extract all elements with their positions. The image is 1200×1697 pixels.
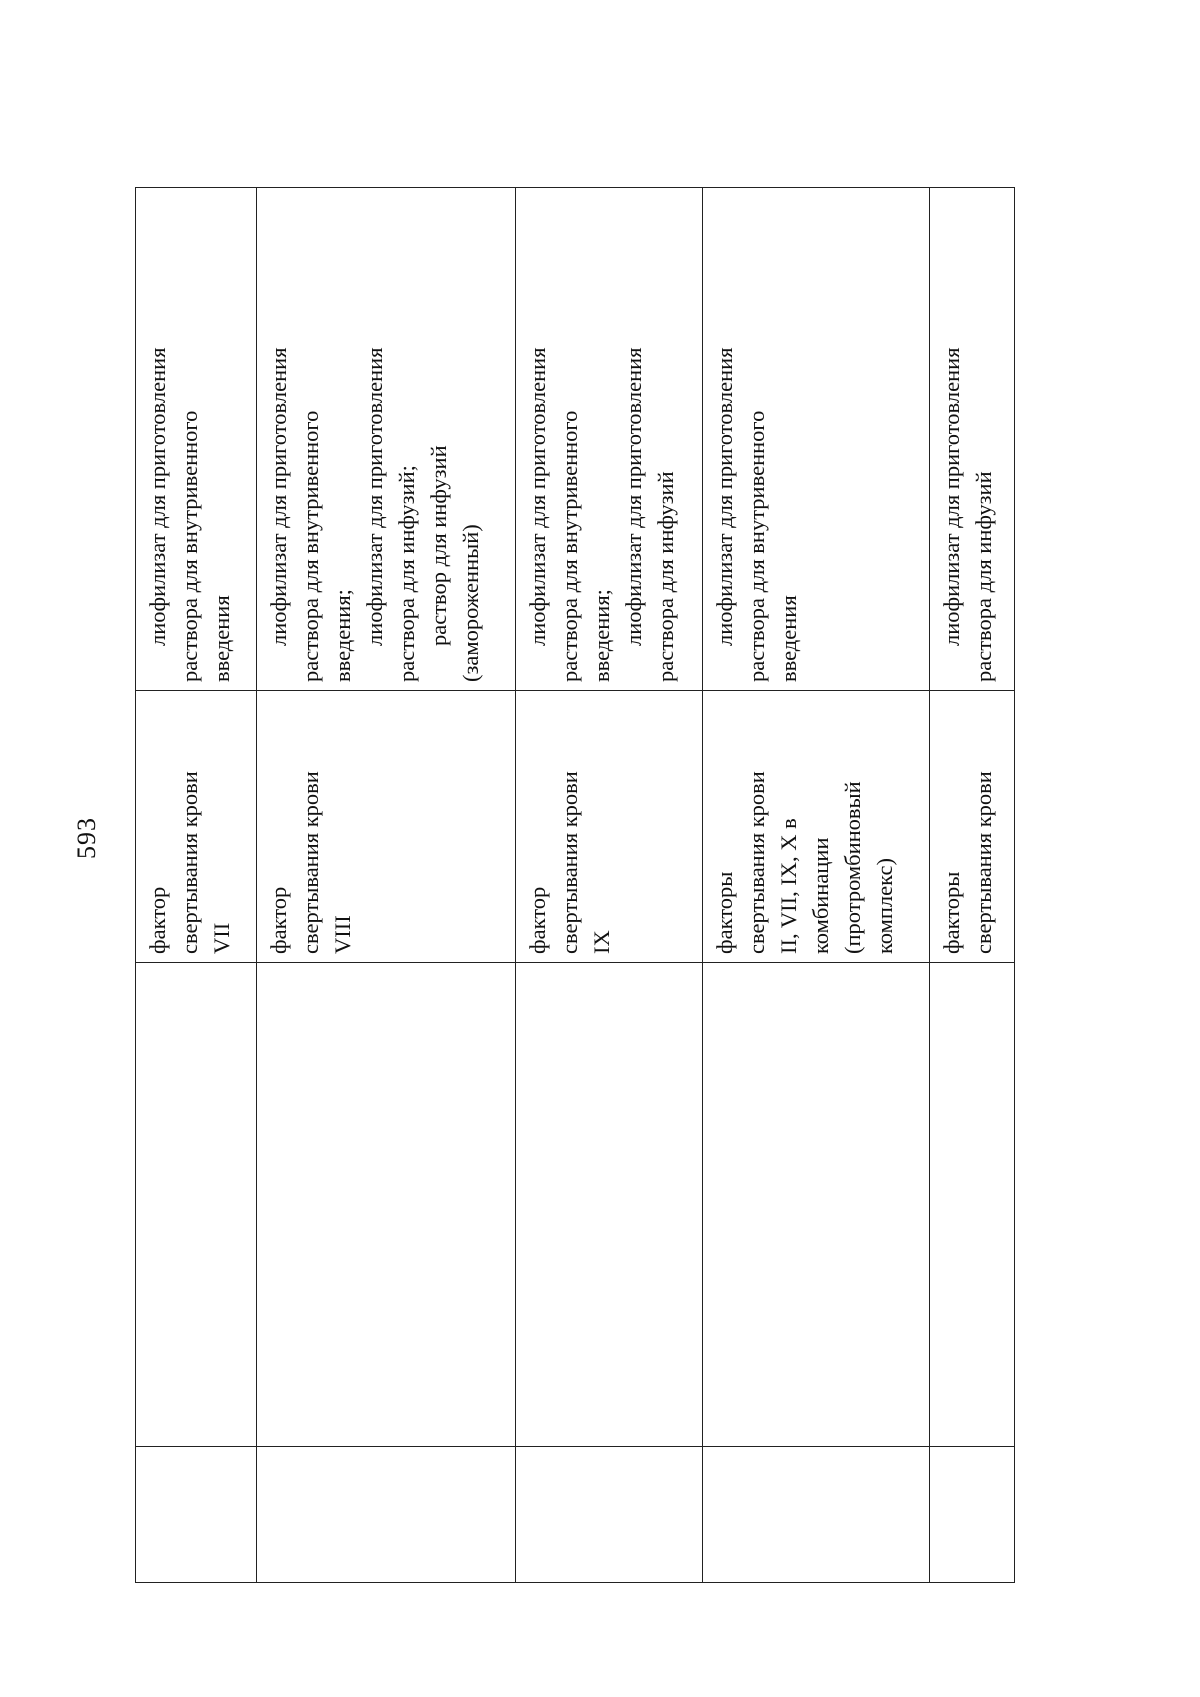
cell-group-text [136, 963, 150, 1446]
cell-substance [516, 691, 703, 963]
cell-substance-text: фактор свертывания крови VII [145, 771, 234, 954]
table-row [703, 188, 930, 1583]
cell-group-text [930, 963, 944, 1446]
cell-substance-text: факторы свертывания крови [939, 771, 996, 954]
cell-dosage-form-text [257, 188, 495, 690]
cell-code [257, 1447, 516, 1583]
cell-group [930, 963, 1015, 1447]
cell-substance [703, 691, 930, 963]
cell-substance-text: фактор свертывания крови IX [525, 771, 614, 954]
cell-substance [136, 691, 257, 963]
cell-code-text [703, 1447, 717, 1582]
cell-group [703, 963, 930, 1447]
dosage-form-line: лиофилизат для приготовления [266, 347, 291, 646]
cell-code [516, 1447, 703, 1583]
cell-dosage-form [703, 188, 930, 691]
dosage-form-line: введения; [330, 589, 355, 682]
dosage-form-line: (замороженный) [458, 524, 483, 682]
cell-group-text [703, 963, 717, 1446]
table-body [136, 188, 1015, 1583]
cell-dosage-form [257, 188, 516, 691]
cell-code-text [136, 1447, 150, 1582]
table-row [257, 188, 516, 1583]
cell-code-text [930, 1447, 944, 1582]
cell-dosage-form-text [516, 188, 690, 690]
dosage-form-line: раствора для внутривенного [557, 410, 582, 682]
cell-dosage-form-text [136, 188, 246, 690]
dosage-form-line: раствора для внутривенного [744, 410, 769, 682]
cell-group-text [516, 963, 530, 1446]
dosage-form-line: введения [209, 595, 234, 682]
dosage-form-line: раствора для внутривенного [298, 410, 323, 682]
dosage-form-line: введения; [589, 589, 614, 682]
table-row [930, 188, 1015, 1583]
cell-group [516, 963, 703, 1447]
page-number: 593 [72, 817, 101, 859]
drug-table [135, 187, 1015, 1583]
dosage-form-line: раствора для инфузий [653, 471, 678, 682]
dosage-form-line: лиофилизат для приготовления [621, 347, 646, 646]
table-row [136, 188, 257, 1583]
cell-substance-text: факторы свертывания крови II, VII, IX, X в комбинации (протромбиновый комплекс) [712, 771, 897, 954]
cell-substance [930, 691, 1015, 963]
cell-dosage-form-text [930, 188, 1008, 690]
dosage-form-line: лиофилизат для приготовления [145, 347, 170, 646]
dosage-form-line: введения [776, 595, 801, 682]
dosage-form-line: раствора для внутривенного [177, 410, 202, 682]
cell-group-text [257, 963, 271, 1446]
cell-dosage-form [930, 188, 1015, 691]
cell-substance [257, 691, 516, 963]
cell-code [703, 1447, 930, 1583]
dosage-form-line: раствора для инфузий; [394, 465, 419, 682]
cell-code [930, 1447, 1015, 1583]
cell-substance-text: фактор свертывания крови VIII [266, 771, 355, 954]
cell-code-text [516, 1447, 530, 1582]
table-row [516, 188, 703, 1583]
cell-code-text [257, 1447, 271, 1582]
cell-code [136, 1447, 257, 1583]
cell-dosage-form [516, 188, 703, 691]
dosage-form-line: раствор для инфузий [426, 445, 451, 646]
dosage-form-line: лиофилизат для приготовления [362, 347, 387, 646]
cell-dosage-form-text [703, 188, 813, 690]
dosage-form-line: лиофилизат для приготовления [712, 347, 737, 646]
cell-group [136, 963, 257, 1447]
dosage-form-line: лиофилизат для приготовления [525, 347, 550, 646]
dosage-form-line: раствора для инфузий [971, 471, 996, 682]
dosage-form-line: лиофилизат для приготовления [939, 347, 964, 646]
cell-group [257, 963, 516, 1447]
cell-dosage-form [136, 188, 257, 691]
